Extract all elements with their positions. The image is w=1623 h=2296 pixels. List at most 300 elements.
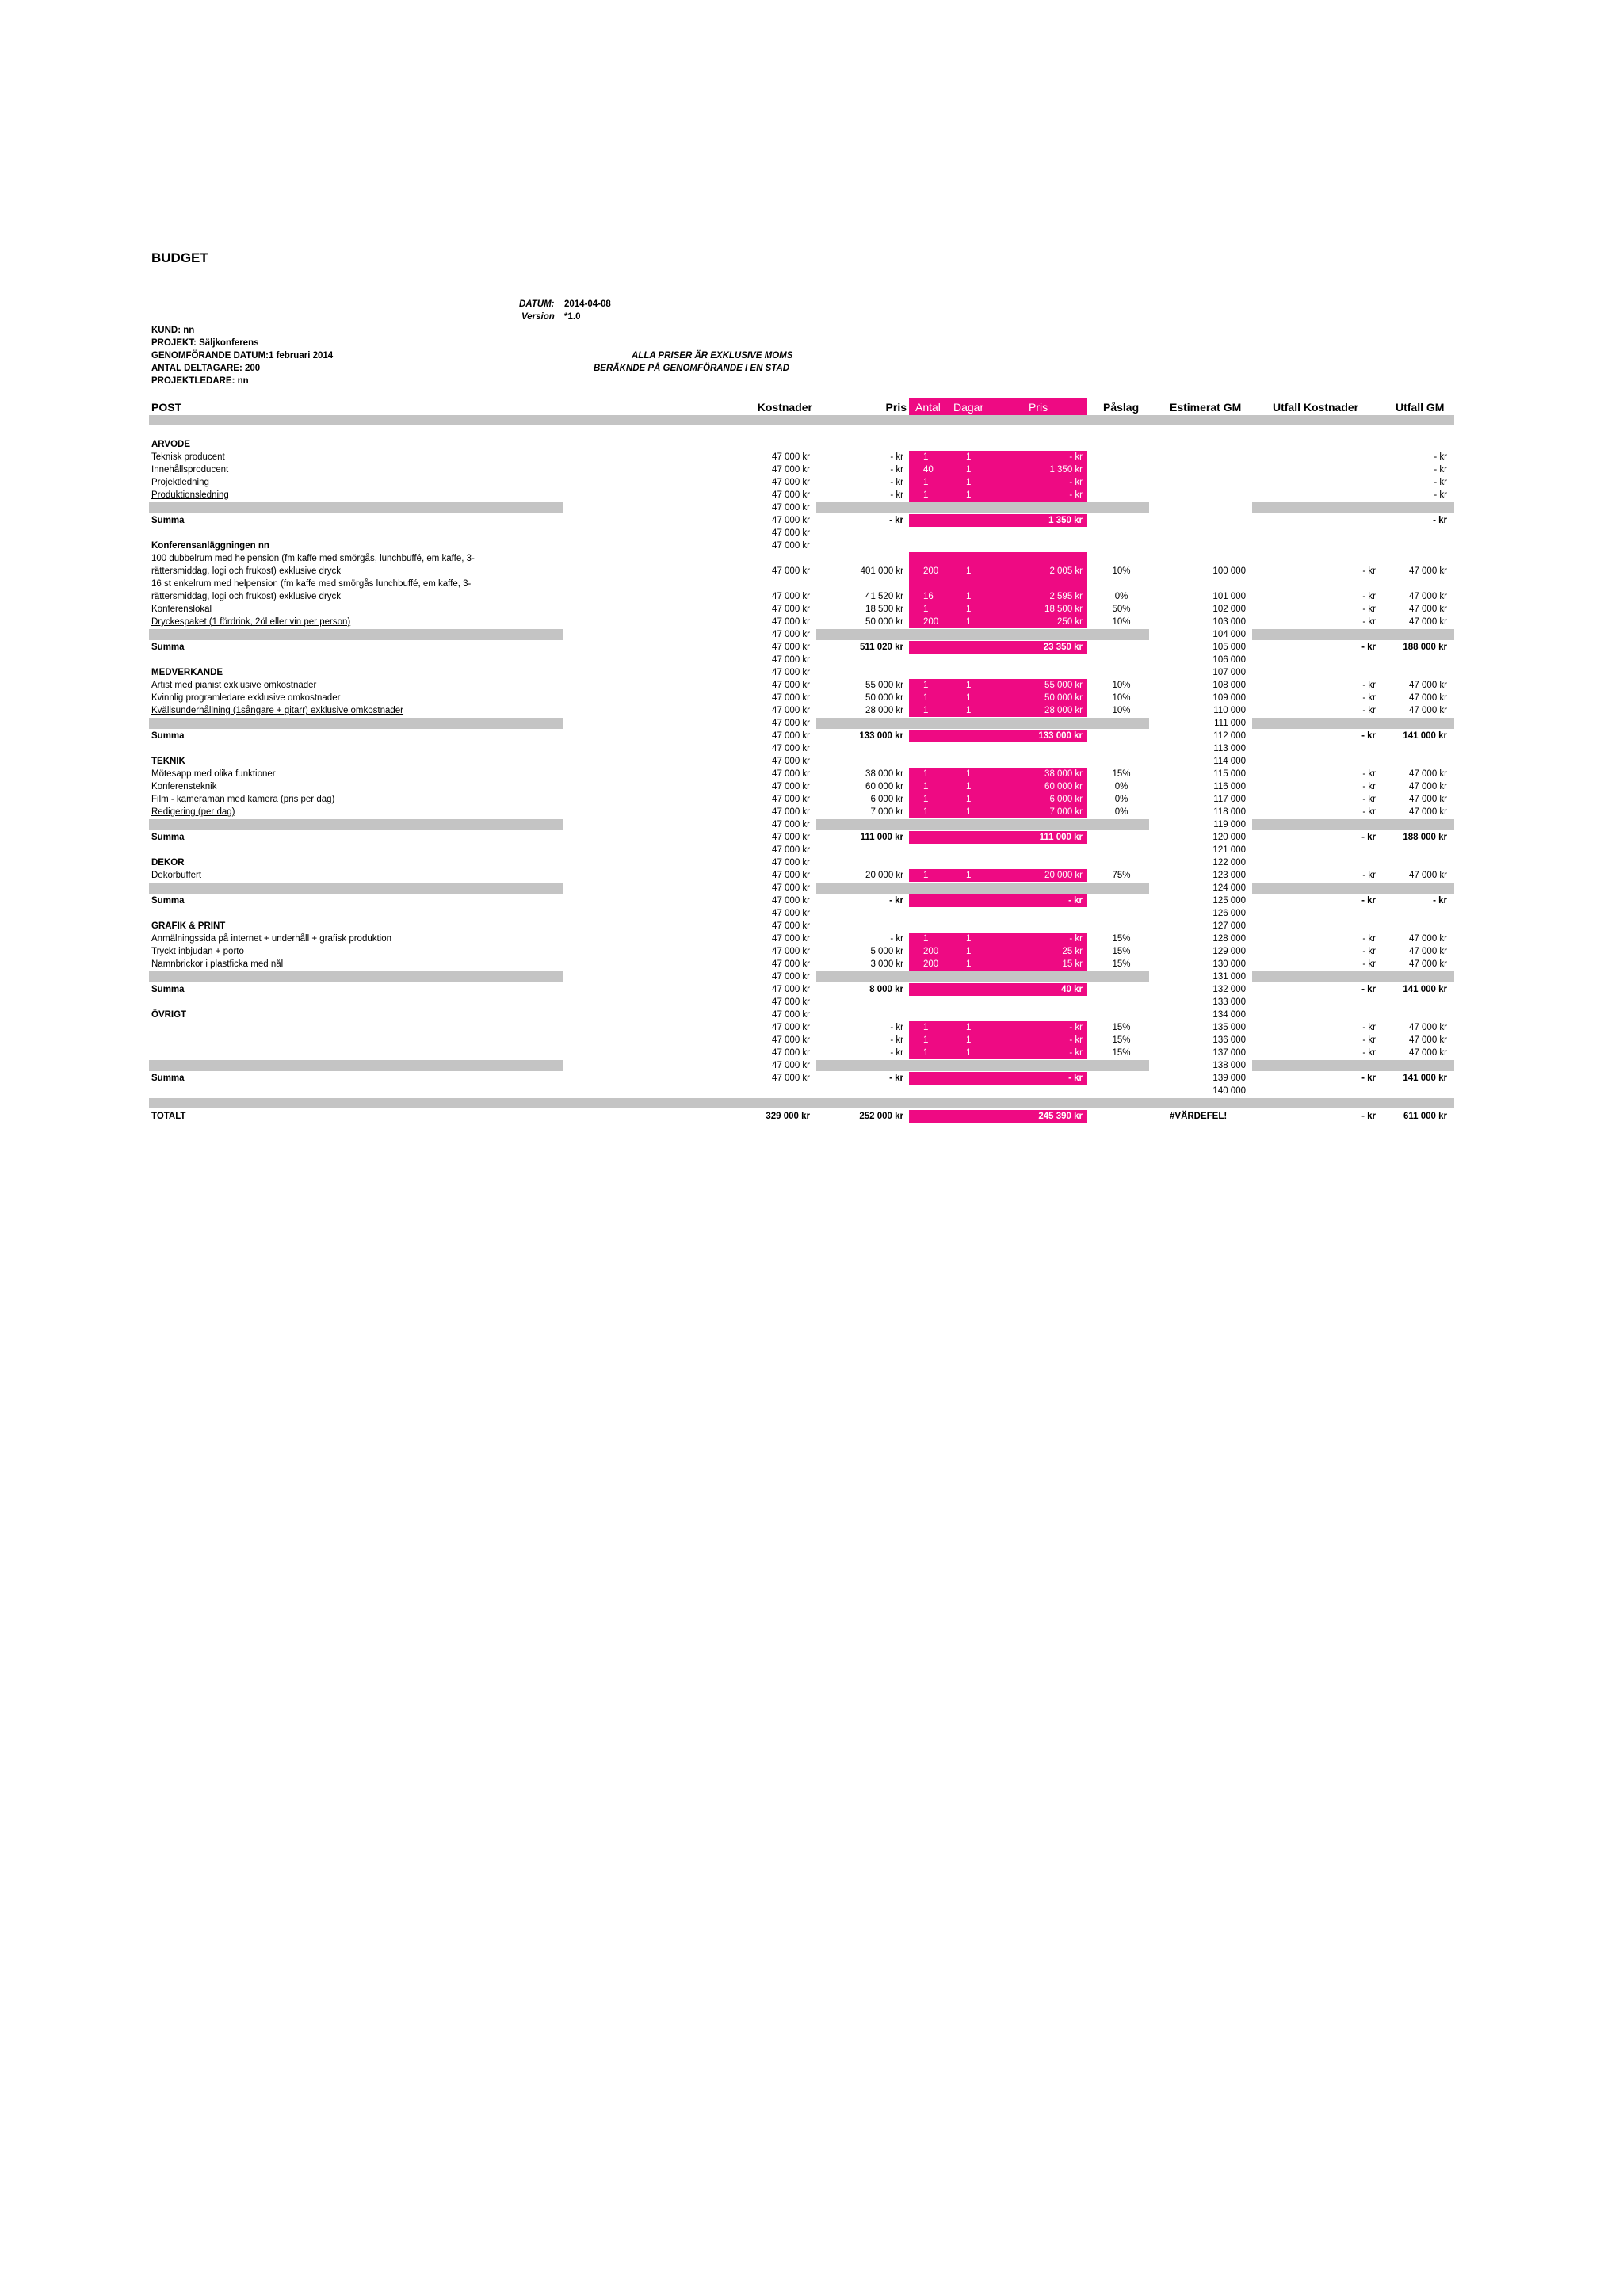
utfall-gm-cell: 47 000 kr (1409, 947, 1447, 956)
kostnader-cell: 47 000 kr (772, 833, 810, 842)
section-row (0, 540, 1623, 552)
pris2-cell: - kr (1069, 478, 1083, 487)
summa-row (0, 1072, 1623, 1085)
post-label: ÖVRIGT (151, 1010, 187, 1020)
estimerat-cell: 125 000 (1212, 896, 1246, 906)
genomforande-line: GENOMFÖRANDE DATUM:1 februari 2014 (151, 351, 334, 360)
post-label: Innehållsproducent (151, 465, 229, 475)
utfall-gm-cell: 141 000 kr (1403, 985, 1447, 994)
pris2-cell: - kr (1069, 934, 1083, 944)
post-label: Konferensteknik (151, 782, 217, 791)
pris-cell: 38 000 kr (865, 769, 903, 779)
estimerat-cell: 136 000 (1212, 1035, 1246, 1045)
kostnader-cell: 47 000 kr (772, 452, 810, 462)
paslag-cell: 0% (1114, 782, 1128, 791)
table-row (0, 1085, 1623, 1097)
post-label: Summa (151, 896, 185, 906)
pris2-cell: 25 kr (1062, 947, 1083, 956)
table-row (0, 502, 1623, 514)
paslag-cell: 10% (1112, 617, 1131, 627)
utfall-kostnader-cell: - kr (1362, 1048, 1376, 1058)
antal-cell: 1 (923, 934, 929, 944)
kostnader-cell: 47 000 kr (772, 706, 810, 715)
post-label: Teknisk producent (151, 452, 225, 462)
utfall-kostnader-cell: - kr (1362, 617, 1376, 627)
kostnader-cell: 47 000 kr (772, 719, 810, 728)
antal-cell: 16 (923, 592, 934, 601)
kostnader-cell: 47 000 kr (772, 744, 810, 753)
pris2-cell: - kr (1069, 452, 1083, 462)
post-label: ARVODE (151, 440, 190, 449)
utfall-gm-cell: 47 000 kr (1409, 959, 1447, 969)
utfall-kostnader-cell: - kr (1362, 795, 1376, 804)
col-post: POST (151, 401, 182, 414)
total-row (0, 1110, 1623, 1123)
pris-cell: - kr (889, 516, 903, 525)
section-row (0, 920, 1623, 933)
kostnader-cell: 47 000 kr (772, 465, 810, 475)
utfall-gm-cell: - kr (1433, 896, 1447, 906)
table-row (0, 818, 1623, 831)
post-label: Film - kameraman med kamera (pris per dag) (151, 795, 335, 804)
utfall-kostnader-cell: - kr (1362, 605, 1376, 614)
estimerat-cell: 111 000 (1214, 719, 1246, 728)
table-row (0, 945, 1623, 958)
paslag-cell: 10% (1112, 681, 1131, 690)
table-row (0, 793, 1623, 806)
col-pris: Pris (885, 401, 907, 414)
estimerat-cell: 100 000 (1212, 566, 1246, 576)
pris-cell: 133 000 kr (859, 731, 903, 741)
paslag-cell: 50% (1112, 605, 1131, 614)
pris2-cell: 7 000 kr (1049, 807, 1083, 817)
post-label-line2: rättersmiddag, logi och frukost) exklusive dryck (151, 592, 342, 601)
post-label: Dekorbuffert (151, 871, 202, 880)
summa-row (0, 831, 1623, 844)
utfall-gm-cell: 47 000 kr (1409, 934, 1447, 944)
pris-cell: 6 000 kr (870, 795, 903, 804)
kostnader-cell: 47 000 kr (772, 795, 810, 804)
kostnader-cell: 47 000 kr (772, 972, 810, 982)
post-label: TEKNIK (151, 757, 185, 766)
kostnader-cell: 47 000 kr (772, 478, 810, 487)
pris-cell: - kr (889, 896, 903, 906)
post-label: Mötesapp med olika funktioner (151, 769, 276, 779)
table-row (0, 996, 1623, 1009)
kostnader-cell: 47 000 kr (772, 643, 810, 652)
dagar-cell: 1 (966, 1023, 972, 1032)
pris-cell: - kr (890, 1023, 903, 1032)
pris2-cell: 40 kr (1061, 985, 1083, 994)
col-dagar: Dagar (953, 401, 984, 414)
pris-cell: - kr (890, 452, 903, 462)
summa-row (0, 641, 1623, 654)
pris2-cell: 15 kr (1062, 959, 1083, 969)
post-label: TOTALT (151, 1112, 186, 1121)
estimerat-cell: 107 000 (1212, 668, 1246, 677)
estimerat-cell: 117 000 (1213, 795, 1246, 804)
table-row (0, 971, 1623, 983)
version-label: Version (521, 312, 555, 322)
antal-cell: 1 (923, 452, 929, 462)
pris2-cell: 111 000 kr (1039, 833, 1083, 842)
pris-cell: 3 000 kr (870, 959, 903, 969)
utfall-gm-cell: 47 000 kr (1409, 782, 1447, 791)
post-label: 100 dubbelrum med helpension (fm kaffe med smörgås, lunchbuffé, em kaffe, 3- (151, 554, 475, 563)
estimerat-cell: 106 000 (1212, 655, 1246, 665)
section-row (0, 666, 1623, 679)
pris2-cell: - kr (1068, 1074, 1083, 1083)
col-utfall-gm: Utfall GM (1396, 401, 1445, 414)
section-row (0, 755, 1623, 768)
post-label: Projektledning (151, 478, 209, 487)
pris-cell: 252 000 kr (859, 1112, 903, 1121)
paslag-cell: 15% (1112, 769, 1131, 779)
utfall-kostnader-cell: - kr (1362, 1035, 1376, 1045)
estimerat-cell: 104 000 (1212, 630, 1246, 639)
summa-row (0, 894, 1623, 907)
pris2-cell: - kr (1069, 1035, 1083, 1045)
dagar-cell: 1 (966, 605, 972, 614)
post-label: Summa (151, 643, 185, 652)
table-row (0, 654, 1623, 666)
antal-cell: 1 (923, 490, 929, 500)
pris2-cell: 1 350 kr (1048, 516, 1083, 525)
dagar-cell: 1 (966, 871, 972, 880)
kostnader-cell: 47 000 kr (772, 1035, 810, 1045)
dagar-cell: 1 (966, 490, 972, 500)
table-row (0, 958, 1623, 971)
utfall-gm-cell: 141 000 kr (1403, 731, 1447, 741)
antal-cell: 1 (923, 693, 929, 703)
table-row (0, 933, 1623, 945)
estimerat-cell: 124 000 (1212, 883, 1246, 893)
post-label: Konferensanläggningen nn (151, 541, 269, 551)
table-row (0, 780, 1623, 793)
table-row (0, 476, 1623, 489)
pris2-cell: 133 000 kr (1038, 731, 1083, 741)
kostnader-cell: 329 000 kr (766, 1112, 810, 1121)
utfall-kostnader-cell: - kr (1361, 985, 1376, 994)
antal-cell: 200 (923, 947, 939, 956)
estimerat-cell: 118 000 (1213, 807, 1246, 817)
pris2-cell: 55 000 kr (1044, 681, 1083, 690)
post-label: Dryckespaket (1 fördrink, 2öl eller vin per person) (151, 617, 351, 627)
pris-cell: - kr (890, 1035, 903, 1045)
dagar-cell: 1 (966, 592, 972, 601)
estimerat-cell: 133 000 (1212, 997, 1246, 1007)
pris-cell: - kr (890, 1048, 903, 1058)
summa-row (0, 983, 1623, 996)
pris-cell: 401 000 kr (860, 566, 903, 576)
kostnader-cell: 47 000 kr (772, 959, 810, 969)
estimerat-cell: 140 000 (1212, 1086, 1246, 1096)
post-label: Kvällsunderhållning (1sångare + gitarr) exklusive omkostnader (151, 706, 404, 715)
note-exklusive-moms: ALLA PRISER ÄR EXKLUSIVE MOMS (632, 351, 793, 360)
utfall-gm-cell: 47 000 kr (1409, 605, 1447, 614)
dagar-cell: 1 (966, 452, 972, 462)
dagar-cell: 1 (966, 693, 972, 703)
kostnader-cell: 47 000 kr (772, 807, 810, 817)
post-label: Summa (151, 985, 185, 994)
estimerat-cell: 129 000 (1212, 947, 1246, 956)
utfall-kostnader-cell: - kr (1361, 643, 1376, 652)
total-gray-band (149, 1098, 1454, 1108)
pris2-cell: 20 000 kr (1044, 871, 1083, 880)
post-label: DEKOR (151, 858, 185, 868)
antal-cell: 1 (923, 807, 929, 817)
table-row (0, 628, 1623, 641)
pris-cell: - kr (890, 490, 903, 500)
kostnader-cell: 47 000 kr (772, 757, 810, 766)
table-row (0, 844, 1623, 856)
summa-row (0, 514, 1623, 527)
section-row (0, 438, 1623, 451)
pris-cell: - kr (890, 934, 903, 944)
estimerat-cell: 128 000 (1212, 934, 1246, 944)
col-kostnader: Kostnader (757, 401, 812, 414)
paslag-cell: 75% (1112, 871, 1131, 880)
utfall-gm-cell: 47 000 kr (1409, 795, 1447, 804)
estimerat-cell: 105 000 (1212, 643, 1246, 652)
paslag-cell: 15% (1112, 1035, 1131, 1045)
dagar-cell: 1 (966, 795, 972, 804)
utfall-kostnader-cell: - kr (1361, 896, 1376, 906)
pris-cell: 511 020 kr (859, 643, 903, 652)
pris-cell: - kr (890, 478, 903, 487)
kostnader-cell: 47 000 kr (772, 985, 810, 994)
utfall-kostnader-cell: - kr (1362, 871, 1376, 880)
pris-cell: 50 000 kr (865, 693, 903, 703)
pris-cell: 55 000 kr (865, 681, 903, 690)
utfall-gm-cell: - kr (1434, 478, 1447, 487)
table-row (0, 704, 1623, 717)
utfall-gm-cell: - kr (1433, 516, 1447, 525)
estimerat-cell: #VÄRDEFEL! (1170, 1112, 1228, 1121)
post-label: Namnbrickor i plastficka med nål (151, 959, 284, 969)
pris-cell: 28 000 kr (865, 706, 903, 715)
dagar-cell: 1 (966, 465, 972, 475)
utfall-kostnader-cell: - kr (1362, 592, 1376, 601)
utfall-gm-cell: 47 000 kr (1409, 706, 1447, 715)
table-row (0, 603, 1623, 616)
estimerat-cell: 113 000 (1213, 744, 1246, 753)
estimerat-cell: 134 000 (1212, 1010, 1246, 1020)
kostnader-cell: 47 000 kr (772, 503, 810, 513)
paslag-cell: 15% (1112, 1023, 1131, 1032)
table-row (0, 869, 1623, 882)
utfall-kostnader-cell: - kr (1362, 693, 1376, 703)
estimerat-cell: 108 000 (1212, 681, 1246, 690)
antal-cell: 40 (923, 465, 934, 475)
post-label-line2: rättersmiddag, logi och frukost) exklusive dryck (151, 566, 342, 576)
kostnader-cell: 47 000 kr (772, 516, 810, 525)
pris2-cell: - kr (1069, 1048, 1083, 1058)
post-label: Summa (151, 1074, 185, 1083)
post-label: Anmälningssida på internet + underhåll + grafisk produktion (151, 934, 392, 944)
pris-cell: 7 000 kr (870, 807, 903, 817)
table-row (0, 742, 1623, 755)
kostnader-cell: 47 000 kr (772, 871, 810, 880)
page-title: BUDGET (151, 250, 208, 265)
utfall-gm-cell: - kr (1434, 465, 1447, 475)
utfall-kostnader-cell: - kr (1362, 681, 1376, 690)
antal-cell: 200 (923, 959, 939, 969)
dagar-cell: 1 (966, 782, 972, 791)
note-en-stad: BERÄKNDE PÅ GENOMFÖRANDE I EN STAD (594, 364, 790, 373)
post-label: Produktionsledning (151, 490, 229, 500)
kostnader-cell: 47 000 kr (772, 693, 810, 703)
antal-cell: 1 (923, 795, 929, 804)
table-row (0, 717, 1623, 730)
kostnader-cell: 47 000 kr (772, 883, 810, 893)
post-label: Artist med pianist exklusive omkostnader (151, 681, 317, 690)
kostnader-cell: 47 000 kr (772, 782, 810, 791)
utfall-gm-cell: 47 000 kr (1409, 1023, 1447, 1032)
utfall-gm-cell: 611 000 kr (1403, 1112, 1447, 1121)
kostnader-cell: 47 000 kr (772, 630, 810, 639)
post-label: Kvinnlig programledare exklusive omkostnader (151, 693, 341, 703)
kostnader-cell: 47 000 kr (772, 769, 810, 779)
utfall-gm-cell: 141 000 kr (1403, 1074, 1447, 1083)
summa-row (0, 730, 1623, 742)
kostnader-cell: 47 000 kr (772, 681, 810, 690)
antal-cell: 1 (923, 681, 929, 690)
dagar-cell: 1 (966, 681, 972, 690)
estimerat-cell: 101 000 (1212, 592, 1246, 601)
antal-cell: 1 (923, 1048, 929, 1058)
pris-cell: 5 000 kr (870, 947, 903, 956)
pris2-cell: 18 500 kr (1044, 605, 1083, 614)
utfall-kostnader-cell: - kr (1361, 1074, 1376, 1083)
pris2-cell: - kr (1069, 490, 1083, 500)
utfall-gm-cell: 188 000 kr (1403, 643, 1447, 652)
utfall-kostnader-cell: - kr (1361, 731, 1376, 741)
kostnader-cell: 47 000 kr (772, 896, 810, 906)
pris-cell: 18 500 kr (865, 605, 903, 614)
utfall-gm-cell: 47 000 kr (1409, 1048, 1447, 1058)
estimerat-cell: 137 000 (1212, 1048, 1246, 1058)
pris2-cell: 2 005 kr (1049, 566, 1083, 576)
utfall-kostnader-cell: - kr (1362, 807, 1376, 817)
antal-cell: 1 (923, 1035, 929, 1045)
utfall-gm-cell: 47 000 kr (1409, 566, 1447, 576)
dagar-cell: 1 (966, 706, 972, 715)
antal-cell: 1 (923, 782, 929, 791)
kostnader-cell: 47 000 kr (772, 947, 810, 956)
section-row (0, 856, 1623, 869)
datum-label: DATUM: (519, 299, 555, 309)
version-value: *1.0 (564, 312, 581, 322)
utfall-gm-cell: 47 000 kr (1409, 807, 1447, 817)
utfall-gm-cell: 188 000 kr (1403, 833, 1447, 842)
kostnader-cell: 47 000 kr (772, 528, 810, 538)
dagar-cell: 1 (966, 934, 972, 944)
kostnader-cell: 47 000 kr (772, 845, 810, 855)
post-label: Summa (151, 731, 185, 741)
antal-deltagare-line: ANTAL DELTAGARE: 200 (151, 364, 261, 373)
paslag-cell: 0% (1114, 795, 1128, 804)
table-row (0, 489, 1623, 502)
kostnader-cell: 47 000 kr (772, 1061, 810, 1070)
kostnader-cell: 47 000 kr (772, 731, 810, 741)
estimerat-cell: 127 000 (1212, 921, 1246, 931)
estimerat-cell: 110 000 (1213, 706, 1246, 715)
antal-cell: 200 (923, 566, 939, 576)
pris-cell: 60 000 kr (865, 782, 903, 791)
kostnader-cell: 47 000 kr (772, 592, 810, 601)
post-label: Summa (151, 833, 185, 842)
utfall-kostnader-cell: - kr (1362, 947, 1376, 956)
antal-cell: 1 (923, 871, 929, 880)
utfall-kostnader-cell: - kr (1362, 782, 1376, 791)
utfall-gm-cell: - kr (1434, 490, 1447, 500)
antal-cell: 1 (923, 706, 929, 715)
dagar-cell: 1 (966, 769, 972, 779)
paslag-cell: 10% (1112, 693, 1131, 703)
paslag-cell: 10% (1112, 706, 1131, 715)
pris2-cell: 50 000 kr (1044, 693, 1083, 703)
estimerat-cell: 112 000 (1213, 731, 1246, 741)
pris-cell: 50 000 kr (865, 617, 903, 627)
utfall-kostnader-cell: - kr (1361, 1112, 1376, 1121)
pris2-cell: 23 350 kr (1043, 643, 1083, 652)
paslag-cell: 15% (1112, 959, 1131, 969)
kostnader-cell: 47 000 kr (772, 655, 810, 665)
utfall-kostnader-cell: - kr (1362, 1023, 1376, 1032)
pris2-cell: 38 000 kr (1044, 769, 1083, 779)
table-row (0, 578, 1623, 603)
col-paslag: Påslag (1103, 401, 1140, 414)
utfall-kostnader-cell: - kr (1362, 959, 1376, 969)
post-label: GRAFIK & PRINT (151, 921, 226, 931)
pris2-cell: - kr (1068, 896, 1083, 906)
kostnader-cell: 47 000 kr (772, 1074, 810, 1083)
post-label: Tryckt inbjudan + porto (151, 947, 244, 956)
dagar-cell: 1 (966, 617, 972, 627)
paslag-cell: 15% (1112, 934, 1131, 944)
table-row (0, 679, 1623, 692)
utfall-gm-cell: 47 000 kr (1409, 871, 1447, 880)
kostnader-cell: 47 000 kr (772, 997, 810, 1007)
dagar-cell: 1 (966, 1048, 972, 1058)
estimerat-cell: 138 000 (1212, 1061, 1246, 1070)
estimerat-cell: 114 000 (1213, 757, 1246, 766)
pris2-cell: 60 000 kr (1044, 782, 1083, 791)
pris-cell: 41 520 kr (865, 592, 903, 601)
antal-cell: 1 (923, 769, 929, 779)
table-row (0, 692, 1623, 704)
utfall-gm-cell: 47 000 kr (1409, 693, 1447, 703)
pris-cell: - kr (890, 465, 903, 475)
antal-cell: 1 (923, 478, 929, 487)
col-estimerat-gm: Estimerat GM (1170, 401, 1242, 414)
paslag-cell: 0% (1114, 592, 1128, 601)
kund-line: KUND: nn (151, 326, 195, 335)
table-row (0, 768, 1623, 780)
estimerat-cell: 123 000 (1212, 871, 1246, 880)
col-utfall-kostnader: Utfall Kostnader (1273, 401, 1359, 414)
utfall-gm-cell: 47 000 kr (1409, 592, 1447, 601)
pris2-cell: 28 000 kr (1044, 706, 1083, 715)
antal-cell: 1 (923, 1023, 929, 1032)
kostnader-cell: 47 000 kr (772, 490, 810, 500)
table-row (0, 463, 1623, 476)
estimerat-cell: 116 000 (1213, 782, 1246, 791)
kostnader-cell: 47 000 kr (772, 934, 810, 944)
antal-cell: 1 (923, 605, 929, 614)
estimerat-cell: 126 000 (1212, 909, 1246, 918)
